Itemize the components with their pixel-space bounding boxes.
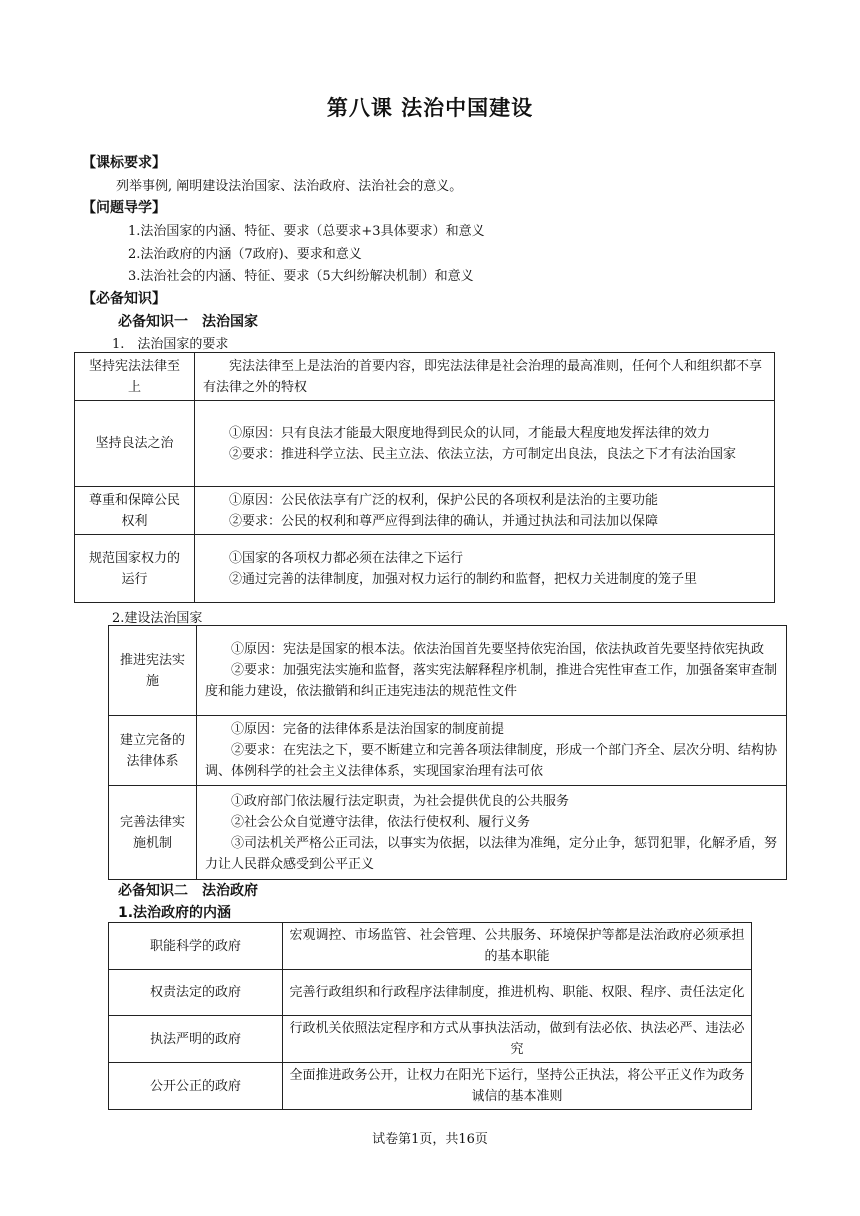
- wenti-item-1: 1.法治国家的内涵、特征、要求（总要求+3具体要求）和意义: [128, 224, 485, 239]
- kebiao-text: 列举事例, 阐明建设法治国家、法治政府、法治社会的意义。: [116, 179, 463, 194]
- table-cell-label: 推进宪法实施: [109, 626, 197, 716]
- table-cell-content: ①原因：完备的法律体系是法治国家的制度前提 ②要求：在宪法之下，要不断建立和完善各项法律制度，形成一个部门齐全、层次分明、结构协调、体例科学的社会主义法律体系，实现国家治理有法可依: [197, 716, 787, 786]
- table-row: [109, 716, 787, 786]
- table-cell-label: 权责法定的政府: [109, 970, 283, 1016]
- table-jianshe-fazhi-guojia: [108, 625, 787, 880]
- table-cell-content: 宏观调控、市场监管、社会管理、公共服务、环境保护等都是法治政府必须承担的基本职能: [283, 923, 752, 970]
- table-row: [75, 353, 775, 401]
- table-cell-content: 宪法法律至上是法治的首要内容，即宪法法律是社会治理的最高准则，任何个人和组织都不享有法律之外的特权: [195, 353, 775, 401]
- page-footer: 试卷第1页，共16页: [372, 1132, 488, 1147]
- section-title-k1: 必备知识一 法治国家: [118, 314, 258, 330]
- section-title-k2: 必备知识二 法治政府: [118, 883, 258, 899]
- table-row: [109, 626, 787, 716]
- table-row: [75, 535, 775, 603]
- table-row: [109, 970, 752, 1016]
- kebiao-heading: 【课标要求】: [82, 155, 166, 171]
- table-cell-content: ①原因：只有良法才能最大限度地得到民众的认同，才能最大程度地发挥法律的效力 ②要求：推进科学立法、民主立法、依法立法，方可制定出良法，良法之下才有法治国家: [195, 401, 775, 487]
- table-row: [109, 923, 752, 970]
- table-row: [109, 1016, 752, 1063]
- bibei-heading: 【必备知识】: [82, 291, 166, 307]
- table-cell-content: 行政机关依照法定程序和方式从事执法活动，做到有法必依、执法必严、违法必究: [283, 1016, 752, 1063]
- page-title: 第八课 法治中国建设: [326, 96, 534, 120]
- table-cell-label: 职能科学的政府: [109, 923, 283, 970]
- table-cell-label: 完善法律实施机制: [109, 786, 197, 880]
- table-fazhi-guojia-yaoqiu: [74, 352, 775, 603]
- table-row: [109, 786, 787, 880]
- wenti-item-2: 2.法治政府的内涵（7政府)、要求和意义: [128, 247, 362, 262]
- table-cell-label: 公开公正的政府: [109, 1063, 283, 1110]
- table-row: [75, 401, 775, 487]
- table-cell-content: ①原因：公民依法享有广泛的权利，保护公民的各项权利是法治的主要功能 ②要求：公民的权利和尊严应得到法律的确认，并通过执法和司法加以保障: [195, 487, 775, 535]
- table-cell-label: 规范国家权力的运行: [75, 535, 195, 603]
- table-cell-label: 建立完备的法律体系: [109, 716, 197, 786]
- subsection-title-k2-1: 1.法治政府的内涵: [118, 905, 232, 921]
- table-fazhi-zhengfu-neihan: [108, 922, 752, 1110]
- table-cell-label: 坚持良法之治: [75, 401, 195, 487]
- table-row: [109, 1063, 752, 1110]
- table-cell-content: 完善行政组织和行政程序法律制度，推进机构、职能、权限、程序、责任法定化: [283, 970, 752, 1016]
- table-cell-label: 坚持宪法法律至上: [75, 353, 195, 401]
- table-cell-content: 全面推进政务公开，让权力在阳光下运行，坚持公正执法，将公平正义作为政务诚信的基本准则: [283, 1063, 752, 1110]
- subsection-title-k1-2: 2.建设法治国家: [112, 611, 203, 626]
- wenti-heading: 【问题导学】: [82, 200, 166, 216]
- table-cell-label: 尊重和保障公民权利: [75, 487, 195, 535]
- table-cell-content: ①政府部门依法履行法定职责，为社会提供优良的公共服务 ②社会公众自觉遵守法律，依法行使权利、履行义务 ③司法机关严格公正司法，以事实为依据，以法律为准绳，定分止争，惩罚犯罪，化解矛盾，努力让人民群众感受到公平正义: [197, 786, 787, 880]
- table-cell-label: 执法严明的政府: [109, 1016, 283, 1063]
- table-cell-content: ①原因：宪法是国家的根本法。依法治国首先要坚持依宪治国，依法执政首先要坚持依宪执政 ②要求：加强宪法实施和监督，落实宪法解释程序机制，推进合宪性审查工作，加强备案审查制度和能力建设，依法撤销和纠正违宪违法的规范性文件: [197, 626, 787, 716]
- subsection-title-k1-1: 1. 法治国家的要求: [112, 337, 229, 352]
- table-row: [75, 487, 775, 535]
- wenti-item-3: 3.法治社会的内涵、特征、要求（5大纠纷解决机制）和意义: [128, 269, 474, 284]
- table-cell-content: ①国家的各项权力都必须在法律之下运行 ②通过完善的法律制度，加强对权力运行的制约和监督，把权力关进制度的笼子里: [195, 535, 775, 603]
